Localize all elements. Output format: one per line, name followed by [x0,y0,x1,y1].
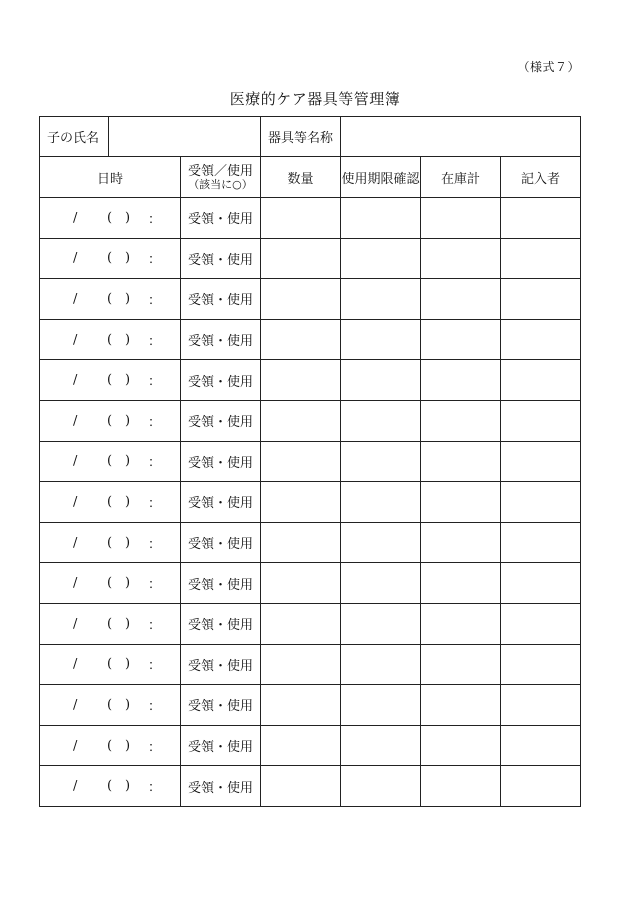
recorder-cell[interactable] [501,563,581,604]
quantity-cell[interactable] [261,685,341,726]
datetime-cell[interactable] [40,198,181,239]
weekday-paren-open: ( [107,372,113,388]
receipt-use-choice[interactable]: 受領・使用 [181,482,261,523]
stock-cell[interactable] [421,279,501,320]
stock-cell[interactable] [421,238,501,279]
date-slash: / [73,372,78,388]
time-colon: ： [148,293,162,309]
weekday-paren-close: ) [125,291,131,307]
header-expiry-check: 使用期限確認 [341,157,421,198]
quantity-cell[interactable] [261,198,341,239]
quantity-cell[interactable] [261,279,341,320]
stock-cell[interactable] [421,766,501,807]
header-receipt-use-label: 受領／使用 [187,163,253,179]
document-title: 医療的ケア器具等管理簿 [229,90,401,108]
table-row [40,360,581,401]
weekday-paren-close: ) [125,372,131,388]
recorder-cell[interactable] [501,238,581,279]
date-slash: / [73,697,78,713]
receipt-use-choice[interactable]: 受領・使用 [181,644,261,685]
stock-cell[interactable] [421,563,501,604]
weekday-paren-open: ( [107,494,113,510]
datetime-cell[interactable] [40,238,181,279]
time-colon: ： [148,212,162,228]
header-receipt-use [181,157,261,198]
time-colon: ： [148,740,162,756]
receipt-use-choice[interactable]: 受領・使用 [181,279,261,320]
datetime-cell[interactable] [40,522,181,563]
weekday-paren-open: ( [107,291,113,307]
child-name-label: 子の氏名 [40,117,109,157]
time-colon: ： [148,496,162,512]
recorder-cell[interactable] [501,198,581,239]
datetime-cell[interactable] [40,644,181,685]
weekday-paren-open: ( [107,413,113,429]
expiry-check-cell[interactable] [341,198,421,239]
stock-cell[interactable] [421,482,501,523]
date-slash: / [73,778,78,794]
table-row [40,685,581,726]
stock-cell[interactable] [421,644,501,685]
expiry-check-cell[interactable] [341,360,421,401]
time-colon: ： [148,252,162,268]
weekday-paren-open: ( [107,616,113,632]
date-slash: / [73,413,78,429]
table-row [40,238,581,279]
datetime-cell[interactable] [40,279,181,320]
weekday-paren-open: ( [107,535,113,551]
weekday-paren-close: ) [125,210,131,226]
expiry-check-cell[interactable] [341,482,421,523]
stock-cell[interactable] [421,198,501,239]
table-row [40,400,581,441]
stock-cell[interactable] [421,319,501,360]
date-slash: / [73,575,78,591]
quantity-cell[interactable] [261,522,341,563]
weekday-paren-close: ) [125,332,131,348]
datetime-cell[interactable] [40,603,181,644]
expiry-check-cell[interactable] [341,644,421,685]
datetime-cell[interactable] [40,685,181,726]
table-row [40,279,581,320]
weekday-paren-open: ( [107,697,113,713]
expiry-check-cell[interactable] [341,603,421,644]
weekday-paren-open: ( [107,250,113,266]
recorder-cell[interactable] [501,644,581,685]
table-row [40,725,581,766]
table-row [40,522,581,563]
receipt-use-choice[interactable]: 受領・使用 [181,441,261,482]
time-colon: ： [148,699,162,715]
table-row [40,441,581,482]
equipment-name-field[interactable] [341,117,581,157]
header-stock: 在庫計 [421,157,501,198]
date-slash: / [73,332,78,348]
table-row [40,644,581,685]
time-colon: ： [148,455,162,471]
date-slash: / [73,616,78,632]
recorder-cell[interactable] [501,441,581,482]
weekday-paren-close: ) [125,738,131,754]
date-slash: / [73,291,78,307]
header-datetime: 日時 [40,157,181,198]
time-colon: ： [148,537,162,553]
child-name-field[interactable] [109,117,261,157]
stock-cell[interactable] [421,360,501,401]
datetime-cell[interactable] [40,725,181,766]
form-number: （様式７） [517,60,580,74]
date-slash: / [73,494,78,510]
date-slash: / [73,738,78,754]
expiry-check-cell[interactable] [341,685,421,726]
weekday-paren-close: ) [125,697,131,713]
quantity-cell[interactable] [261,360,341,401]
stock-cell[interactable] [421,603,501,644]
weekday-paren-close: ) [125,535,131,551]
datetime-cell[interactable] [40,563,181,604]
recorder-cell[interactable] [501,482,581,523]
name-row [40,117,581,157]
recorder-cell[interactable] [501,319,581,360]
weekday-paren-close: ) [125,494,131,510]
header-recorder: 記入者 [501,157,581,198]
weekday-paren-open: ( [107,575,113,591]
receipt-use-choice[interactable]: 受領・使用 [181,319,261,360]
stock-cell[interactable] [421,725,501,766]
weekday-paren-open: ( [107,210,113,226]
quantity-cell[interactable] [261,319,341,360]
weekday-paren-close: ) [125,656,131,672]
weekday-paren-open: ( [107,778,113,794]
quantity-cell[interactable] [261,603,341,644]
equipment-ledger-table [39,116,581,807]
expiry-check-cell[interactable] [341,319,421,360]
time-colon: ： [148,334,162,350]
weekday-paren-open: ( [107,738,113,754]
quantity-cell[interactable] [261,563,341,604]
expiry-check-cell[interactable] [341,563,421,604]
datetime-cell[interactable] [40,766,181,807]
weekday-paren-close: ) [125,453,131,469]
weekday-paren-close: ) [125,616,131,632]
table-row [40,766,581,807]
time-colon: ： [148,780,162,796]
datetime-cell[interactable] [40,319,181,360]
receipt-use-choice[interactable]: 受領・使用 [181,603,261,644]
datetime-cell[interactable] [40,400,181,441]
quantity-cell[interactable] [261,441,341,482]
time-colon: ： [148,658,162,674]
table-row [40,198,581,239]
recorder-cell[interactable] [501,685,581,726]
expiry-check-cell[interactable] [341,766,421,807]
date-slash: / [73,535,78,551]
receipt-use-choice[interactable]: 受領・使用 [181,522,261,563]
expiry-check-cell[interactable] [341,238,421,279]
quantity-cell[interactable] [261,400,341,441]
weekday-paren-close: ) [125,778,131,794]
receipt-use-choice[interactable]: 受領・使用 [181,685,261,726]
time-colon: ： [148,374,162,390]
expiry-check-cell[interactable] [341,400,421,441]
receipt-use-choice[interactable]: 受領・使用 [181,400,261,441]
weekday-paren-close: ) [125,413,131,429]
receipt-use-choice[interactable]: 受領・使用 [181,360,261,401]
stock-cell[interactable] [421,400,501,441]
stock-cell[interactable] [421,522,501,563]
weekday-paren-close: ) [125,250,131,266]
header-row [40,157,581,198]
weekday-paren-open: ( [107,332,113,348]
weekday-paren-open: ( [107,656,113,672]
quantity-cell[interactable] [261,766,341,807]
receipt-use-choice[interactable]: 受領・使用 [181,238,261,279]
quantity-cell[interactable] [261,482,341,523]
table-row [40,482,581,523]
time-colon: ： [148,618,162,634]
datetime-cell[interactable] [40,360,181,401]
expiry-check-cell[interactable] [341,725,421,766]
receipt-use-choice[interactable]: 受領・使用 [181,198,261,239]
datetime-cell[interactable] [40,482,181,523]
time-colon: ： [148,415,162,431]
recorder-cell[interactable] [501,725,581,766]
stock-cell[interactable] [421,685,501,726]
quantity-cell[interactable] [261,238,341,279]
header-receipt-use-note: （該当に○） [188,177,253,191]
table-row [40,319,581,360]
date-slash: / [73,250,78,266]
expiry-check-cell[interactable] [341,522,421,563]
time-colon: ： [148,577,162,593]
expiry-check-cell[interactable] [341,441,421,482]
recorder-cell[interactable] [501,766,581,807]
date-slash: / [73,453,78,469]
receipt-use-choice[interactable]: 受領・使用 [181,725,261,766]
quantity-cell[interactable] [261,725,341,766]
equipment-name-label: 器具等名称 [261,117,341,157]
weekday-paren-open: ( [107,453,113,469]
date-slash: / [73,656,78,672]
receipt-use-choice[interactable]: 受領・使用 [181,563,261,604]
table-row [40,563,581,604]
receipt-use-choice[interactable]: 受領・使用 [181,766,261,807]
datetime-cell[interactable] [40,441,181,482]
header-quantity: 数量 [261,157,341,198]
table-row [40,603,581,644]
recorder-cell[interactable] [501,522,581,563]
recorder-cell[interactable] [501,279,581,320]
quantity-cell[interactable] [261,644,341,685]
expiry-check-cell[interactable] [341,279,421,320]
recorder-cell[interactable] [501,603,581,644]
date-slash: / [73,210,78,226]
recorder-cell[interactable] [501,360,581,401]
recorder-cell[interactable] [501,400,581,441]
stock-cell[interactable] [421,441,501,482]
weekday-paren-close: ) [125,575,131,591]
